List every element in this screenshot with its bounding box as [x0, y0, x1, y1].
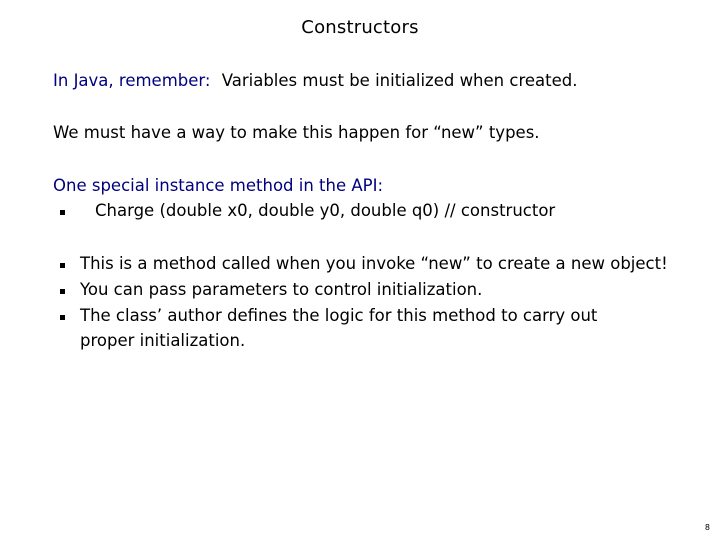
bullet-marker [60, 263, 65, 268]
page-number: 8 [704, 523, 710, 532]
api-item: Charge (double x0, double y0, double q0) // constructor [95, 201, 556, 220]
intro-rest: Variables must be initialized when created. [221, 71, 578, 90]
section-heading: One special instance method in the API: [53, 176, 384, 195]
bullet-item: You can pass parameters to control initialization. [80, 280, 483, 299]
bullet-marker [60, 315, 65, 320]
bullet-item: The class’ author defines the logic for this method to carry out [80, 306, 598, 325]
bullet-marker [60, 289, 65, 294]
bullet-marker [60, 210, 65, 215]
paragraph-line: We must have a way to make this happen for “new” types. [53, 123, 540, 142]
bullet-item-continuation: proper initialization. [80, 331, 246, 350]
bullet-item: This is a method called when you invoke “new” to create a new object! [80, 254, 668, 273]
intro-line [53, 71, 577, 90]
intro-prefix: In Java, remember: [53, 71, 211, 90]
slide-title: Constructors [301, 17, 419, 38]
